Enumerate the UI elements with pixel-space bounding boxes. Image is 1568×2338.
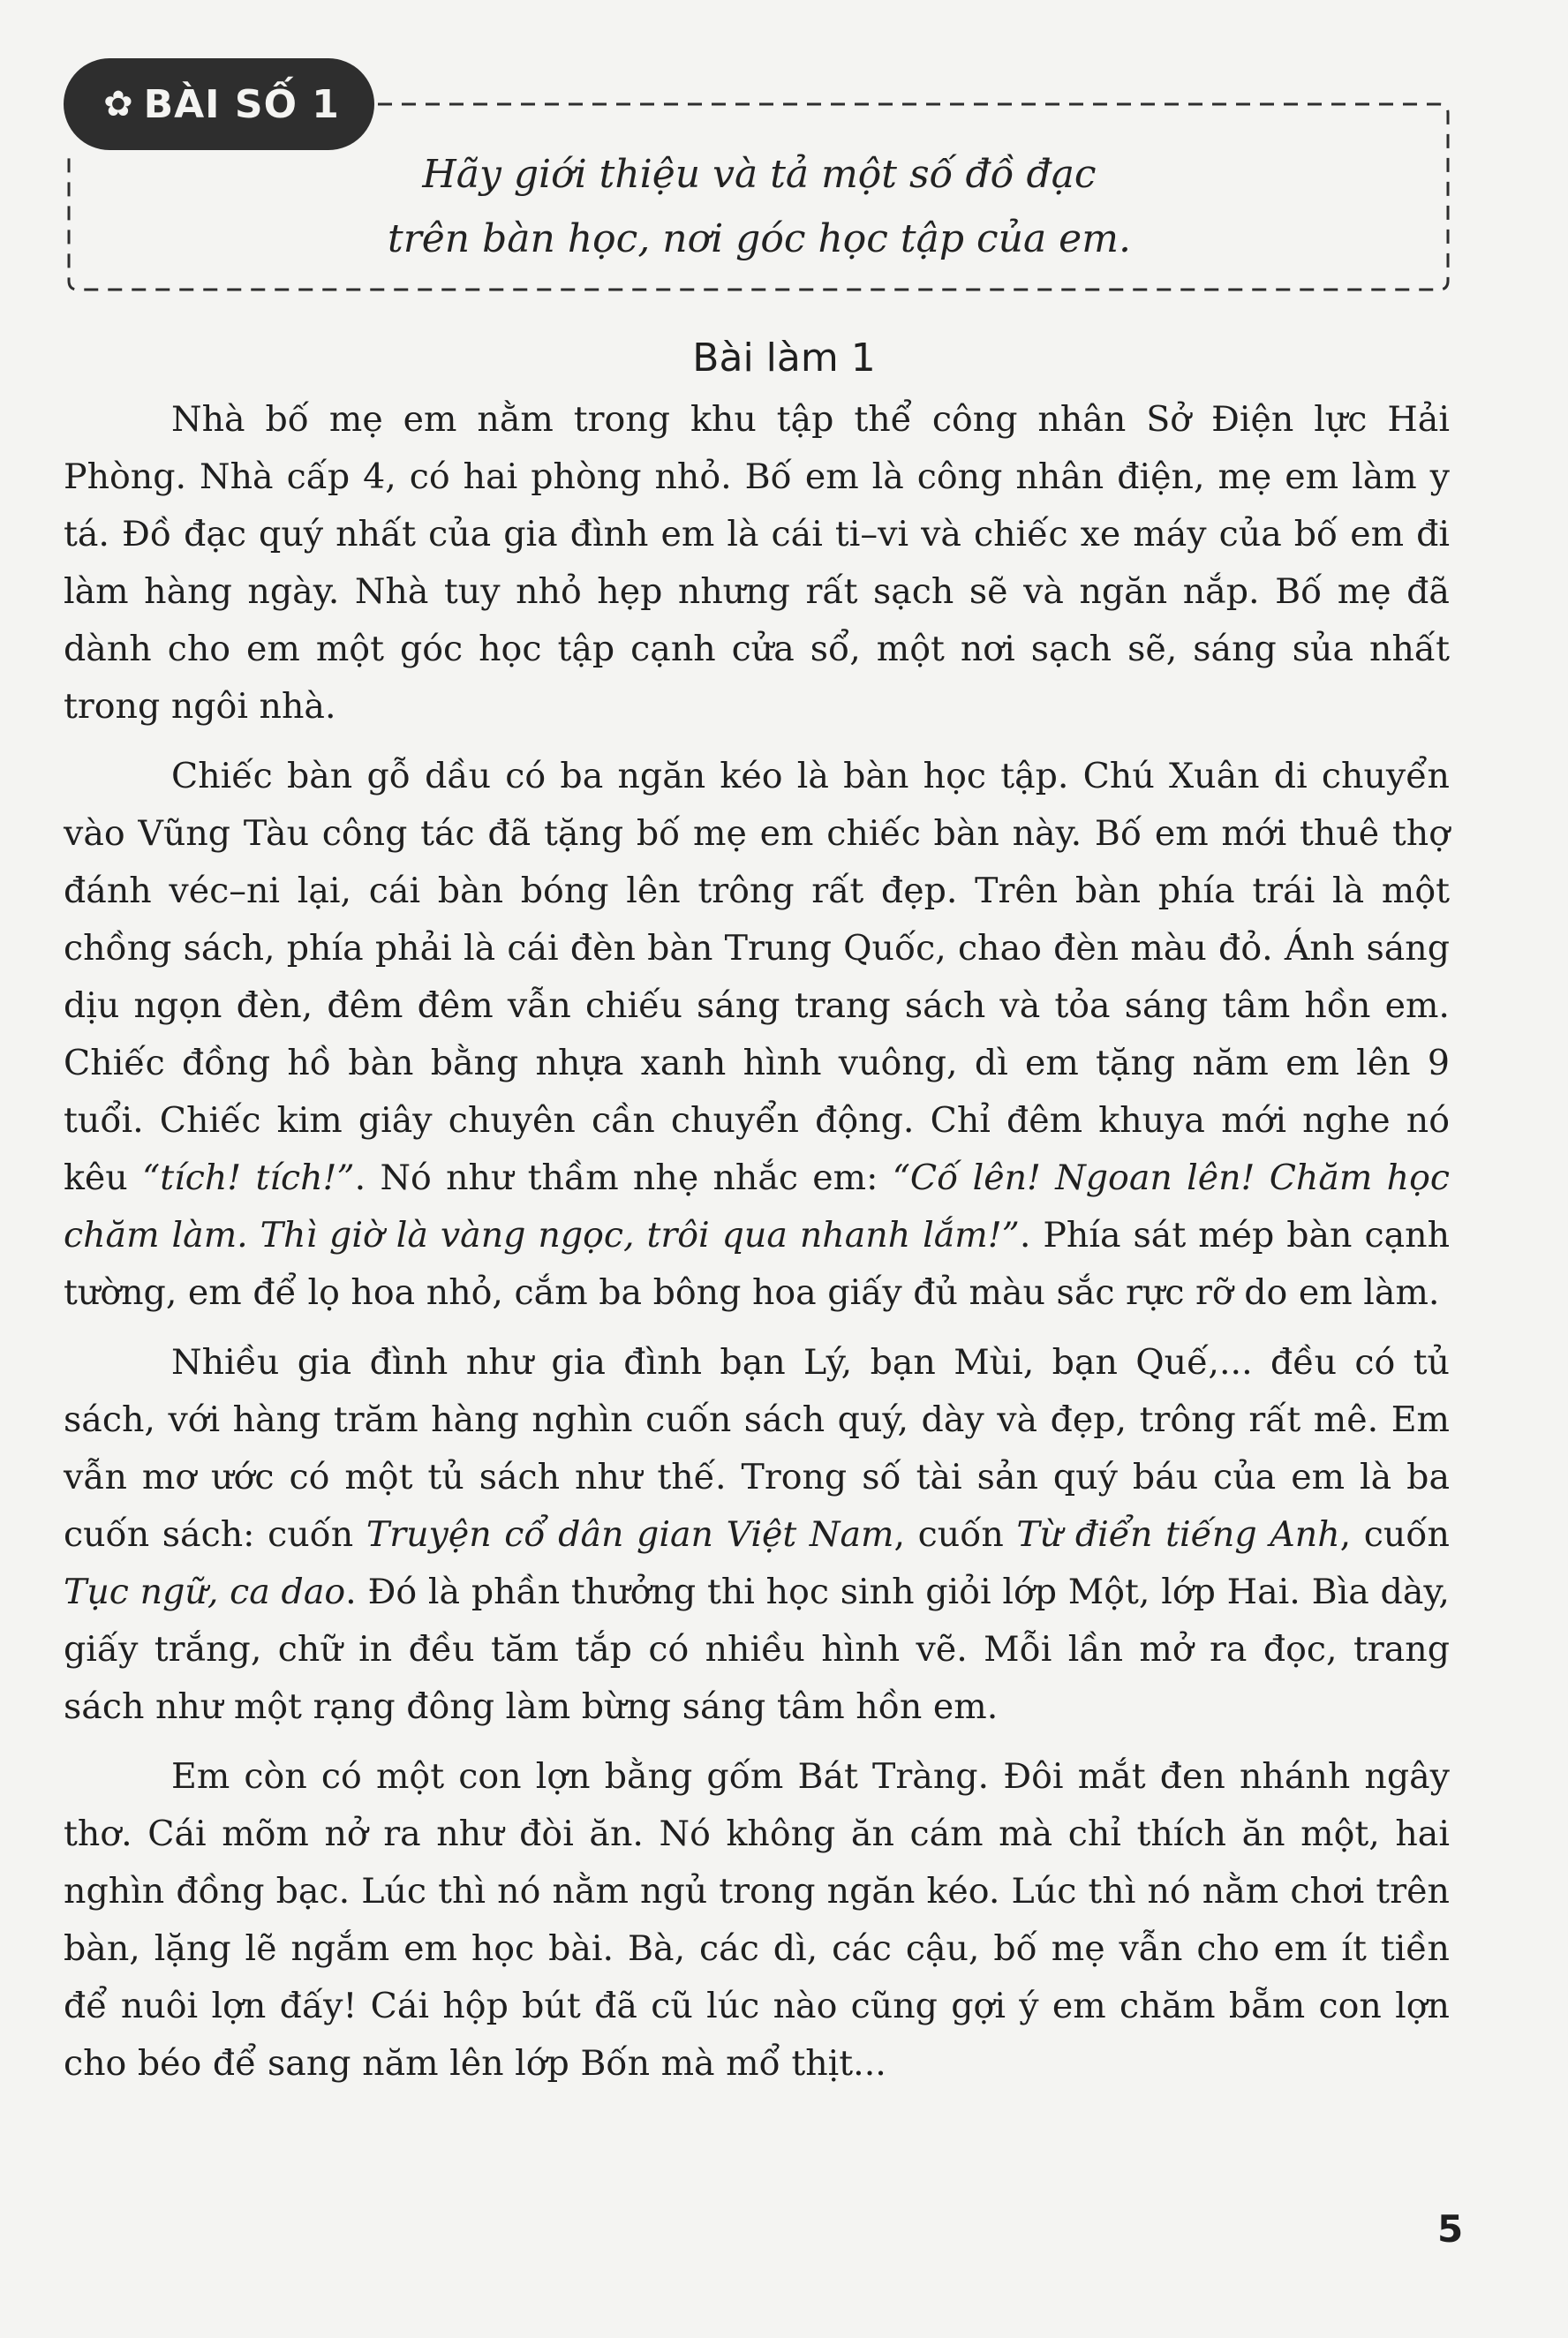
text-run: . Nó như thầm nhẹ nhắc em: [354, 1158, 893, 1198]
italic-text: “tích! tích!” [142, 1158, 355, 1198]
paragraph [64, 748, 1450, 1322]
prompt-line-1: Hãy giới thiệu và tả một số đồ đạc [422, 152, 1097, 197]
text-run: Em còn có một con lợn bằng gốm Bát Tràng. Đôi mắt đen nhánh ngây thơ. Cái mõm nở ra như đòi ăn. Nó không ăn cám mà chỉ thích ăn một, hai nghìn đồng bạc. Lúc thì nó nằm ngủ trong ngăn kéo. Lúc thì nó nằm chơi trên bàn, lặng lẽ ngắm em học bài. Bà, các dì, các cậu, bố mẹ vẫn cho em ít tiền để nuôi lợn đấy! Cái hộp bút đã cũ lúc nào cũng gợi ý em chăm bẵm con lợn cho béo để sang năm lên lớp Bốn mà mổ thịt... [64, 1756, 1450, 2084]
italic-text: Truyện cổ dân gian Việt Nam [366, 1514, 894, 1555]
italic-text: “Cố lên! Ngoan lên! Chăm học chăm làm. Thì giờ là vàng ngọc, trôi qua nhanh lắm!” [64, 1158, 1451, 1256]
text-run: . Phía sát mép bàn cạnh tường, em để lọ hoa nhỏ, cắm ba bông hoa giấy đủ màu sắc rực rỡ do em làm. [64, 1215, 1451, 1313]
paragraph [64, 1748, 1450, 2093]
text-run: Nhiều gia đình như gia đình bạn Lý, bạn Mùi, bạn Quế,... đều có tủ sách, với hàng trăm hàng nghìn cuốn sách quý, dày và đẹp, trông rất mê. Em vẫn mơ ước có một tủ sách như thế. Trong số tài sản quý báu của em là ba cuốn sách: cuốn [64, 1342, 1450, 1555]
page-number: 5 [1437, 2207, 1464, 2251]
text-run: . Đó là phần thưởng thi học sinh giỏi lớp Một, lớp Hai. Bìa dày, giấy trắng, chữ in đều tăm tắp có nhiều hình vẽ. Mỗi lần mở ra đọc, trang sách như một rạng đông làm bừng sáng tâm hồn em. [64, 1572, 1450, 1727]
text-run: , cuốn [1339, 1514, 1450, 1555]
italic-text: Tục ngữ, ca dao [64, 1572, 346, 1612]
text-run: Chiếc bàn gỗ dầu có ba ngăn kéo là bàn học tập. Chú Xuân di chuyển vào Vũng Tàu công tác đã tặng bố mẹ em chiếc bàn này. Bố em mới thuê thợ đánh véc–ni lại, cái bàn bóng lên trông rất đẹp. Trên bàn phía trái là một chồng sách, phía phải là cái đèn bàn Trung Quốc, chao đèn màu đỏ. Ánh sáng dịu ngọn đèn, đêm đêm vẫn chiếu sáng trang sách và tỏa sáng tâm hồn em. Chiếc đồng hồ bàn bằng nhựa xanh hình vuông, dì em tặng năm em lên 9 tuổi. Chiếc kim giây chuyên cần chuyển động. Chỉ đêm khuya mới nghe nó kêu [64, 756, 1450, 1198]
text-run: , cuốn [893, 1514, 1017, 1555]
essay-body [64, 391, 1450, 2093]
exercise-label-text: BÀI SỐ 1 [143, 81, 340, 127]
prompt-line-2: trên bàn học, nơi góc học tập của em. [388, 216, 1131, 261]
essay-heading: Bài làm 1 [692, 336, 876, 381]
paragraph [64, 391, 1450, 735]
paragraph [64, 1334, 1450, 1736]
text-run: Nhà bố mẹ em nằm trong khu tập thể công nhân Sở Điện lực Hải Phòng. Nhà cấp 4, có hai phòng nhỏ. Bố em là công nhân điện, mẹ em làm y tá. Đồ đạc quý nhất của gia đình em là cái ti–vi và chiếc xe máy của bố em đi làm hàng ngày. Nhà tuy nhỏ hẹp nhưng rất sạch sẽ và ngăn nắp. Bố mẹ đã dành cho em một góc học tập cạnh cửa sổ, một nơi sạch sẽ, sáng sủa nhất trong ngôi nhà. [64, 399, 1450, 727]
italic-text: Từ điển tiếng Anh [1016, 1514, 1340, 1555]
flower-icon: ✿ [103, 84, 133, 124]
